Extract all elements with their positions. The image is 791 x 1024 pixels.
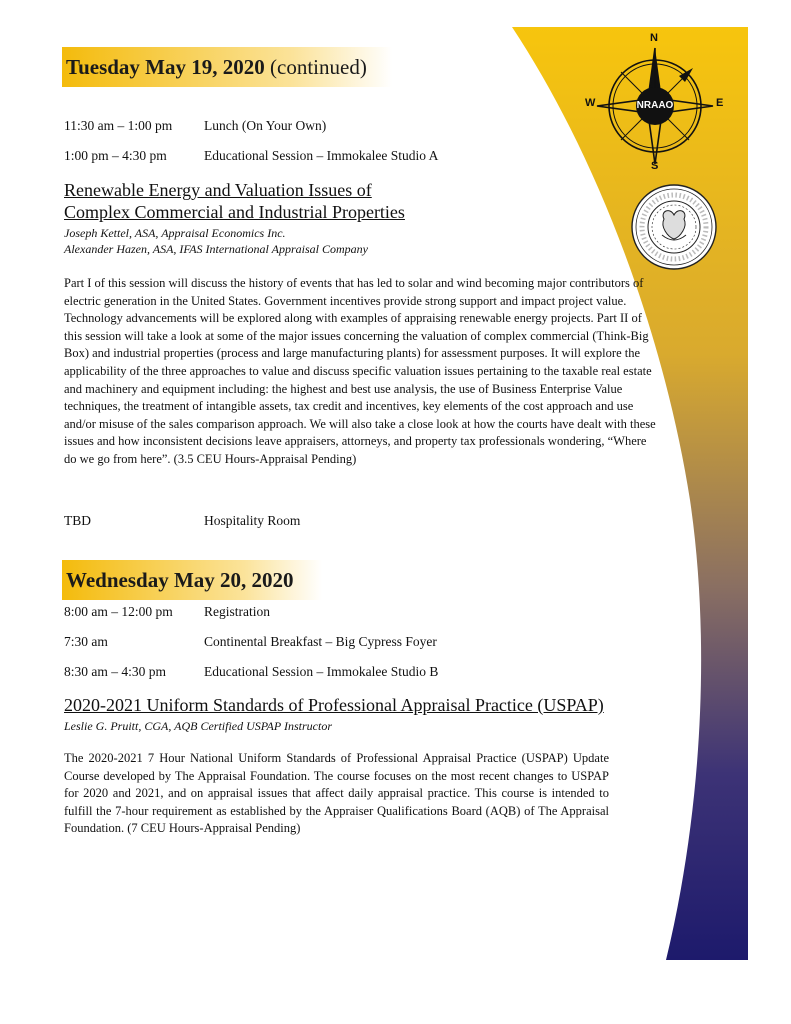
- compass-w-label: W: [585, 97, 596, 109]
- speaker: Joseph Kettel, ASA, Appraisal Economics Inc.: [64, 226, 286, 240]
- wednesday-heading: Wednesday May 20, 2020: [66, 568, 294, 592]
- session-title: 2020-2021 Uniform Standards of Professional Appraisal Practice (USPAP): [64, 695, 604, 715]
- session-title: Complex Commercial and Industrial Properties: [64, 202, 405, 222]
- tuesday-heading: Tuesday May 19, 2020 (continued): [66, 55, 367, 79]
- compass-center-label: NRAAO: [636, 100, 674, 111]
- speaker: Leslie G. Pruitt, CGA, AQB Certified USPAP Instructor: [64, 719, 332, 733]
- speaker: Alexander Hazen, ASA, IFAS International Appraisal Company: [64, 242, 368, 256]
- compass-s-label: S: [651, 160, 659, 172]
- association-seal: [618, 182, 730, 272]
- session-description: Part I of this session will discuss the history of events that has led to solar and wind becoming major contributors of electric generation in the United States. Government incentives provide strong support and impact project value. Technology advancements will be explored along with examples of appraising renewable energy projects. Part II of this session will take a look at some of the major issues concerning the valuation of complex commercial (Think-Big Box) and industrial properties (process and large manufacturing plants) for assessment purposes. It will explore the applicability of the three approaches to value and discuss specific valuation issues pertaining to the taxable real estate and machinery and equipment including: the highest and best use analysis, the use of Business Enterprise Value techniques, the treatment of intangible assets, tax credit and incentives, key elements of the cost approach and use and/or misuse of the sales comparison approach. We will also take a close look at how the courts have dealt with these issues and how inconsistent decisions leave appraisers, attorneys, and property tax professionals wondering, “Where do we go from here”. (3.5 CEU Hours-Appraisal Pending): [64, 276, 656, 466]
- session-description: The 2020-2021 7 Hour National Uniform Standards of Professional Appraisal Practice (USPAP) Update Course developed by The Appraisal Foundation. The course focuses on the most recent changes to USPAP for 2020 and 2021, and on appraisal issues that affect daily appraisal practice. This course is intended to fulfill the 7-hour requirement as established by the Appraiser Qualifications Board (AQB) of The Appraisal Foundation. (7 CEU Hours-Appraisal Pending): [64, 751, 609, 836]
- compass-e-label: E: [716, 97, 724, 109]
- session-title: Renewable Energy and Valuation Issues of: [64, 180, 372, 200]
- compass-n-label: N: [650, 32, 658, 44]
